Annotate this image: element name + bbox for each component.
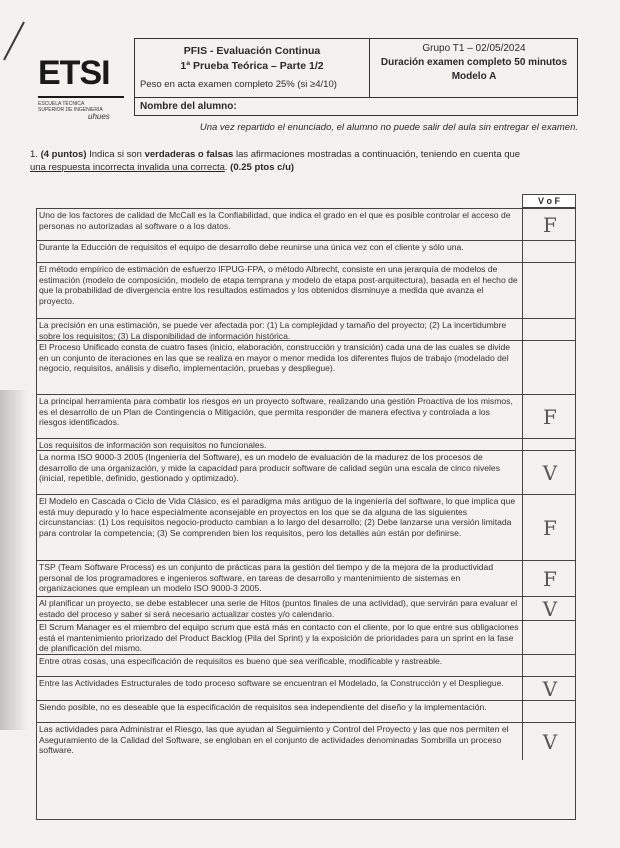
question-points: (4 puntos)	[40, 149, 87, 160]
table-row	[36, 394, 576, 438]
question-penalty-rule: una respuesta incorrecta invalida una correcta	[30, 162, 225, 173]
handwritten-answer: V	[542, 730, 558, 754]
table-row	[36, 438, 576, 450]
header-divider-vertical	[369, 39, 370, 97]
table-row	[36, 620, 576, 654]
exam-title: PFIS - Evaluación Continua	[183, 45, 321, 57]
statement-text: La precisión en una estimación, se puede ver afectada por: (1) La complejidad y tamaño del proyecto; (2) La incertidumbre sobre los requisitos; (3) La disponibilidad de información histórica.	[39, 320, 507, 341]
pen-stroke-mark	[0, 20, 30, 62]
statement-text: Las actividades para Administrar el Riesgo, las que ayudan al Seguimiento y Control del Proyecto y las que nos permiten el Aseguramiento de la Calidad del Software, se engloban en el conjunto de actividades denominadas Sombrilla un proceso software.	[39, 724, 509, 756]
handwritten-answer: F	[543, 213, 557, 237]
table-row	[36, 318, 576, 340]
table-row	[36, 340, 576, 394]
statement-text: Entre las Actividades Estructurales de todo proceso software se encuentran el Modelado, la Construcción y el Despliegue.	[39, 678, 504, 688]
statement-text: TSP (Team Software Process) es un conjunto de prácticas para la gestión del tiempo y de la mejora de la productividad personal de los programadores e ingenieros software, en tareas de desarrollo y mantenimiento de sistemas en organizaciones que emplean un modelo ISO 9000-3 2005.	[39, 562, 494, 594]
answer-cell[interactable]	[522, 495, 576, 560]
answer-cell[interactable]	[522, 597, 576, 620]
table-row	[36, 262, 576, 318]
exam-model: Modelo A	[451, 71, 497, 82]
answer-cell[interactable]	[522, 439, 576, 450]
question-1-statement: 1. (4 puntos) Indica si son verdaderas o falsas las afirmaciones mostradas a continuación, teniendo en cuenta que una respuesta incorrecta invalida una correcta. (0.25 ptos c/u)	[30, 149, 521, 173]
logo-text: ETSI	[38, 54, 110, 92]
question-bold-tf: verdaderas o falsas	[144, 149, 234, 160]
handwritten-answer: F	[543, 516, 557, 540]
exam-header-box	[134, 38, 578, 116]
question-text-b: las afirmaciones mostradas a continuación, teniendo en cuenta que	[233, 149, 521, 160]
table-row	[36, 596, 576, 620]
header-divider-horizontal	[135, 97, 577, 98]
student-name-label: Nombre del alumno:	[140, 101, 237, 112]
vof-column-header: V o F	[522, 194, 576, 208]
statement-text: Los requisitos de información son requisitos no funcionales.	[39, 440, 267, 450]
answer-cell[interactable]	[522, 701, 576, 722]
answer-cell[interactable]	[522, 263, 576, 318]
handwritten-answer: F	[543, 405, 557, 429]
exam-duration: Duración examen completo 50 minutos	[380, 57, 568, 68]
answer-cell[interactable]	[522, 621, 576, 654]
table-row	[36, 654, 576, 676]
handwritten-answer: F	[543, 567, 557, 591]
table-row	[36, 450, 576, 494]
table-row	[36, 676, 576, 700]
handwritten-answer: V	[542, 677, 558, 701]
exam-part: 1ª Prueba Teórica – Parte 1/2	[180, 60, 324, 72]
question-per-item: (0.25 ptos c/u)	[230, 162, 295, 173]
statement-text: Siendo posible, no es deseable que la especificación de requisitos sea independiente del diseño y la implementación.	[39, 702, 487, 712]
handwritten-answer: V	[542, 597, 558, 621]
exam-weight: Peso en acta examen completo 25% (si ≥4/10)	[140, 79, 337, 90]
table-row	[36, 208, 576, 240]
answer-cell[interactable]	[522, 241, 576, 262]
logo-bar	[38, 96, 124, 98]
statement-text: El Proceso Unificado consta de cuatro fases (inicio, elaboración, construcción y transición) cada una de las cuales se divide en un conjunto de iteraciones en las que se realiza en mayor o menor medida los diferentes flujos de trabajo (modelado del negocio, requisitos, análisis y diseño, implementación, pruebas y despliegue).	[39, 342, 510, 374]
answer-cell[interactable]	[522, 655, 576, 676]
statement-text: Al planificar un proyecto, se debe establecer una serie de Hitos (puntos finales de una actividad), que servirán para evaluar el estado del proceso y saber si será necesario actualizar costes y/o calendario.	[39, 598, 518, 619]
statement-text: El método empírico de estimación de esfuerzo IFPUG-FPA, o método Albrecht, consiste en una jerarquía de modelos de estimación (modelo de composición, modelo de etapa temprana y modelo de etapa post-arquitectura), basada en el hecho de que la probabilidad de divergencia entre los resultados estimados y los obtenidos disminuye a medida que avanza el proyecto.	[39, 264, 518, 306]
statement-text: Uno de los factores de calidad de McCall es la Confiabilidad, que indica el grado en el que es posible controlar el acceso de personas no autorizadas al software o a los datos.	[39, 210, 511, 231]
answer-cell[interactable]	[522, 319, 576, 340]
logo-subtitle-2: SUPERIOR DE INGENIERÍA	[38, 107, 103, 113]
answer-cell[interactable]	[522, 451, 576, 494]
statement-text: Durante la Educción de requisitos el equipo de desarrollo debe reunirse una única vez con el cliente y sólo una.	[39, 242, 464, 252]
etsi-logo	[38, 50, 130, 122]
question-text-a: Indica si son	[86, 149, 145, 160]
answer-cell[interactable]	[522, 209, 576, 240]
answer-cell[interactable]	[522, 341, 576, 394]
table-row	[36, 560, 576, 596]
table-row	[36, 240, 576, 262]
photo-shadow-edge	[0, 390, 28, 730]
statement-text: El Scrum Manager es el miembro del equipo scrum que está más en contacto con el cliente, por lo que entre sus obligaciones está el mantenimiento priorizado del Product Backlog (Pila del Sprint) y la exposición de prioridades para un sprint en la fase de planificación del mismo.	[39, 622, 519, 654]
statement-text: La principal herramienta para combatir los riesgos en un proyecto software, realizando una gestión Proactiva de los mismos, es el desarrollo de un Plan de Contingencia o Mitigación, que permita responder de manera efectiva y controlada a los riesgos identificados.	[39, 396, 513, 428]
table-row	[36, 494, 576, 560]
question-number: 1.	[30, 149, 38, 160]
handwritten-answer: V	[542, 461, 558, 485]
answer-cell[interactable]	[522, 395, 576, 438]
logo-brand: uhues	[88, 112, 110, 121]
answer-cell[interactable]	[522, 561, 576, 596]
statement-text: Entre otras cosas, una especificación de requisitos es bueno que sea verificable, modificable y rastreable.	[39, 656, 443, 666]
table-row	[36, 722, 576, 760]
statement-text: La norma ISO 9000-3 2005 (Ingeniería del Software), es un modelo de evaluación de la madurez de los procesos de desarrollo de una organización, y mide la capacidad para producir software de calidad según una escala de cinco niveles (inicial, repetible, definido, gestionado y optimizado).	[39, 452, 501, 484]
logo-subtitle-1: ESCUELA TÉCNICA	[38, 101, 85, 107]
answer-cell[interactable]	[522, 723, 576, 760]
exam-group-date: Grupo T1 – 02/05/2024	[422, 43, 526, 54]
table-row	[36, 700, 576, 722]
statement-text: El Modelo en Cascada o Ciclo de Vida Clásico, es el paradigma más antiguo de la ingeniería del software, lo que implica que está muy depurado y lo hace especialmente aconsejable en proyectos en los que se da alguna de las siguientes circunstancias: (1) Los requisitos negocio-producto cambian a lo largo del desarrollo; (2) Debe lanzarse una versión limitada para controlar la competencia; (3) Se comprenden bien los requisitos, pero los detalles aún están por definirse.	[39, 496, 516, 538]
exit-notice: Una vez repartido el enunciado, el alumno no puede salir del aula sin entregar el examen.	[199, 122, 578, 133]
answer-cell[interactable]	[522, 677, 576, 700]
